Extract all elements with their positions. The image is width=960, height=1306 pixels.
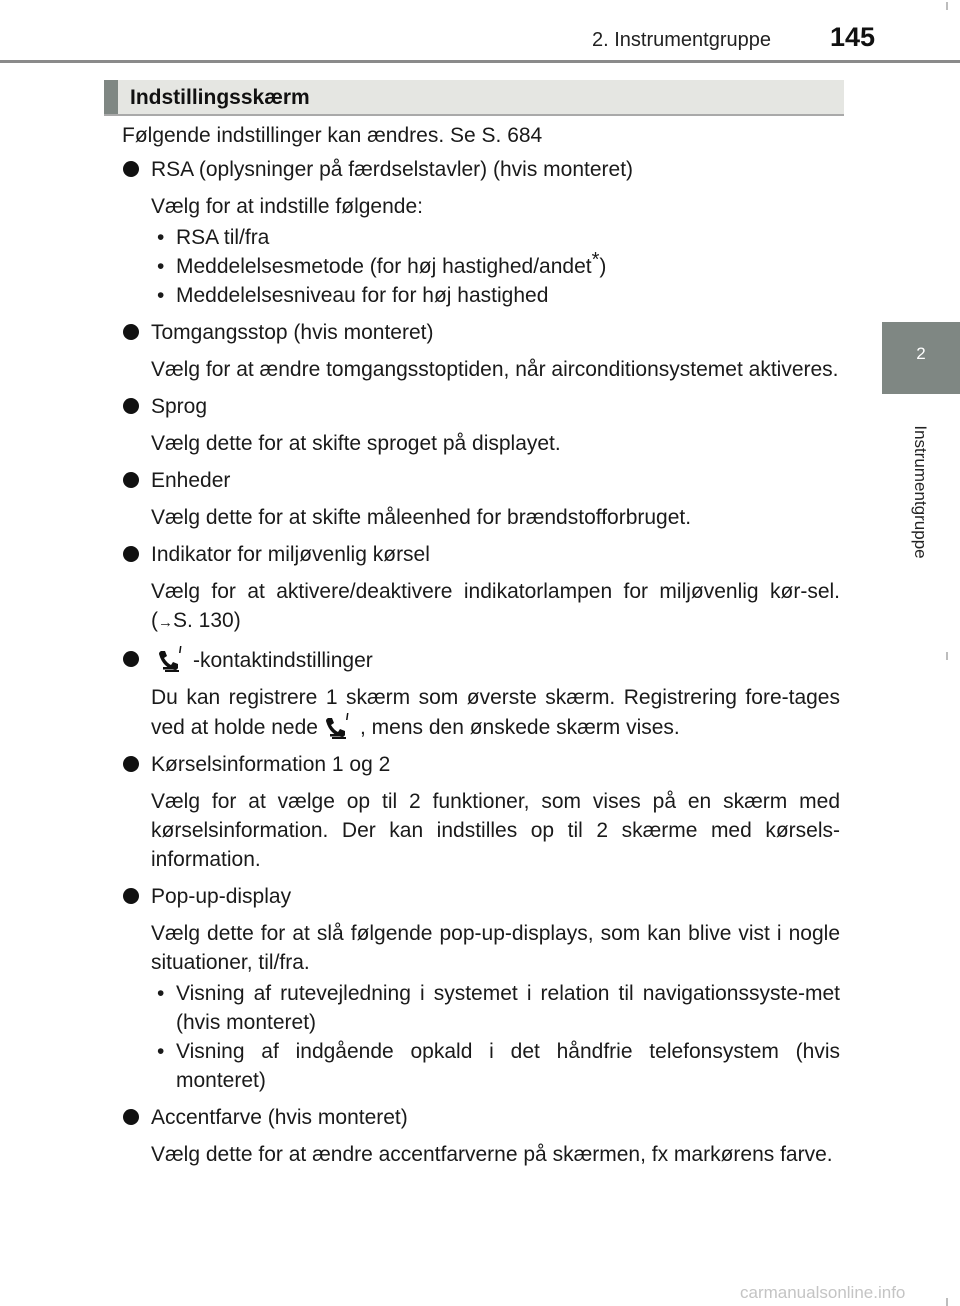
phone-settings-icon — [157, 645, 187, 672]
item-description — [151, 683, 840, 742]
sub-item — [151, 281, 840, 310]
sub-item — [151, 249, 840, 281]
page-reference: S. 130) — [173, 609, 241, 632]
bullet-icon — [123, 651, 139, 667]
sub-item-text: Meddelelsesmetode (for høj hastighed/andet — [176, 255, 592, 278]
sub-bullet: • — [157, 982, 165, 1005]
chapter-label-text: Instrumentgruppe — [911, 425, 930, 559]
bullet-icon — [123, 324, 139, 340]
item-title: Indikator for miljøvenlig kørsel — [151, 543, 430, 566]
item-description: Vælg dette for at slå følgende pop-up-displays, som kan blive vist i nogle situationer, til/fra. — [151, 922, 840, 974]
item-title: -kontaktindstillinger — [193, 649, 373, 672]
crop-mark — [946, 1298, 948, 1306]
heading-accent-bar — [104, 80, 118, 114]
bullet-icon — [123, 756, 139, 772]
item-description — [151, 577, 840, 637]
item-title: RSA (oplysninger på færdselstavler) (hvis monteret) — [151, 158, 634, 181]
sub-item-text: Visning af indgående opkald i det håndfrie telefonsystem (hvis monteret) — [176, 1040, 840, 1092]
chapter-tab — [882, 322, 960, 394]
sub-bullet: • — [157, 284, 165, 307]
sub-bullet: • — [157, 255, 165, 278]
bullet-icon — [123, 472, 139, 488]
list-item — [122, 1103, 840, 1169]
bullet-icon — [123, 161, 139, 177]
item-title: Tomgangsstop (hvis monteret) — [151, 321, 434, 344]
sub-list — [151, 979, 840, 1095]
item-description: Vælg dette for at skifte måleenhed for brændstofforbruget. — [151, 506, 692, 529]
bullet-icon — [123, 1109, 139, 1125]
footnote-star: * — [591, 249, 600, 271]
crop-mark — [946, 2, 948, 10]
section-heading-box — [104, 80, 844, 116]
phone-settings-icon — [324, 712, 354, 739]
sub-bullet: • — [157, 226, 165, 249]
content — [122, 121, 840, 1177]
item-title: Pop-up-display — [151, 885, 292, 908]
header-rule — [0, 60, 960, 63]
item-title: Sprog — [151, 395, 208, 418]
section-title: 2. Instrumentgruppe — [592, 29, 771, 51]
item-heading — [122, 750, 840, 779]
item-description: Vælg for at vælge op til 2 funktioner, som vises på en skærm med kørselsinformation. Der kan indstilles op til 2 skærme med kørsels-information. — [151, 790, 840, 871]
chapter-number: 2 — [916, 344, 926, 363]
item-heading — [122, 645, 840, 675]
item-heading — [122, 155, 840, 184]
sub-item — [151, 1037, 840, 1095]
section-heading: Indstillingsskærm — [130, 86, 310, 109]
sub-item-text: Visning af rutevejledning i systemet i relation til navigationssyste-met (hvis monteret) — [176, 982, 840, 1034]
sub-item-text: RSA til/fra — [176, 226, 270, 249]
item-description-text: , mens den ønskede skærm vises. — [359, 716, 680, 739]
list-item — [122, 540, 840, 637]
bullet-icon — [123, 888, 139, 904]
page-number: 145 — [830, 22, 876, 52]
item-title: Kørselsinformation 1 og 2 — [151, 753, 391, 776]
item-heading — [122, 466, 840, 495]
intro-text: Følgende indstillinger kan ændres. Se S. 684 — [122, 124, 543, 147]
list-item — [122, 318, 840, 384]
item-description: Vælg dette for at ændre accentfarverne på skærmen, fx markørens farve. — [151, 1143, 833, 1166]
list-item — [122, 466, 840, 532]
bullet-icon — [123, 546, 139, 562]
item-heading — [122, 540, 840, 569]
list-item — [122, 645, 840, 742]
item-heading — [122, 318, 840, 347]
list-item — [122, 882, 840, 1095]
sub-list — [151, 223, 840, 310]
item-description-text: Vælg for at aktivere/deaktivere indikatorlampen for miljøvenlig kør-sel. ( — [151, 580, 840, 632]
item-description: Vælg dette for at skifte sproget på displayet. — [151, 432, 561, 455]
sub-item-suffix: ) — [599, 255, 607, 278]
sub-item — [151, 223, 840, 252]
sub-item-text: Meddelelsesniveau for for høj hastighed — [176, 284, 549, 307]
item-description: Vælg for at ændre tomgangsstoptiden, når airconditionsystemet aktiveres. — [151, 358, 839, 381]
item-heading — [122, 392, 840, 421]
item-title: Accentfarve (hvis monteret) — [151, 1106, 408, 1129]
list-item — [122, 155, 840, 310]
sub-item — [151, 979, 840, 1037]
reference-arrow: → — [158, 614, 173, 631]
list-item — [122, 750, 840, 874]
watermark: carmanualsonline.info — [740, 1283, 906, 1302]
item-description: Vælg for at indstille følgende: — [151, 195, 423, 218]
item-description-text: Du kan registrere 1 skærm som øverste skærm. Registrering fore-tages ved at holde nede — [151, 686, 840, 739]
item-title: Enheder — [151, 469, 231, 492]
bullet-icon — [123, 398, 139, 414]
list-item — [122, 392, 840, 458]
sub-bullet: • — [157, 1040, 165, 1063]
item-heading — [122, 882, 840, 911]
crop-mark — [946, 652, 948, 660]
item-heading — [122, 1103, 840, 1132]
